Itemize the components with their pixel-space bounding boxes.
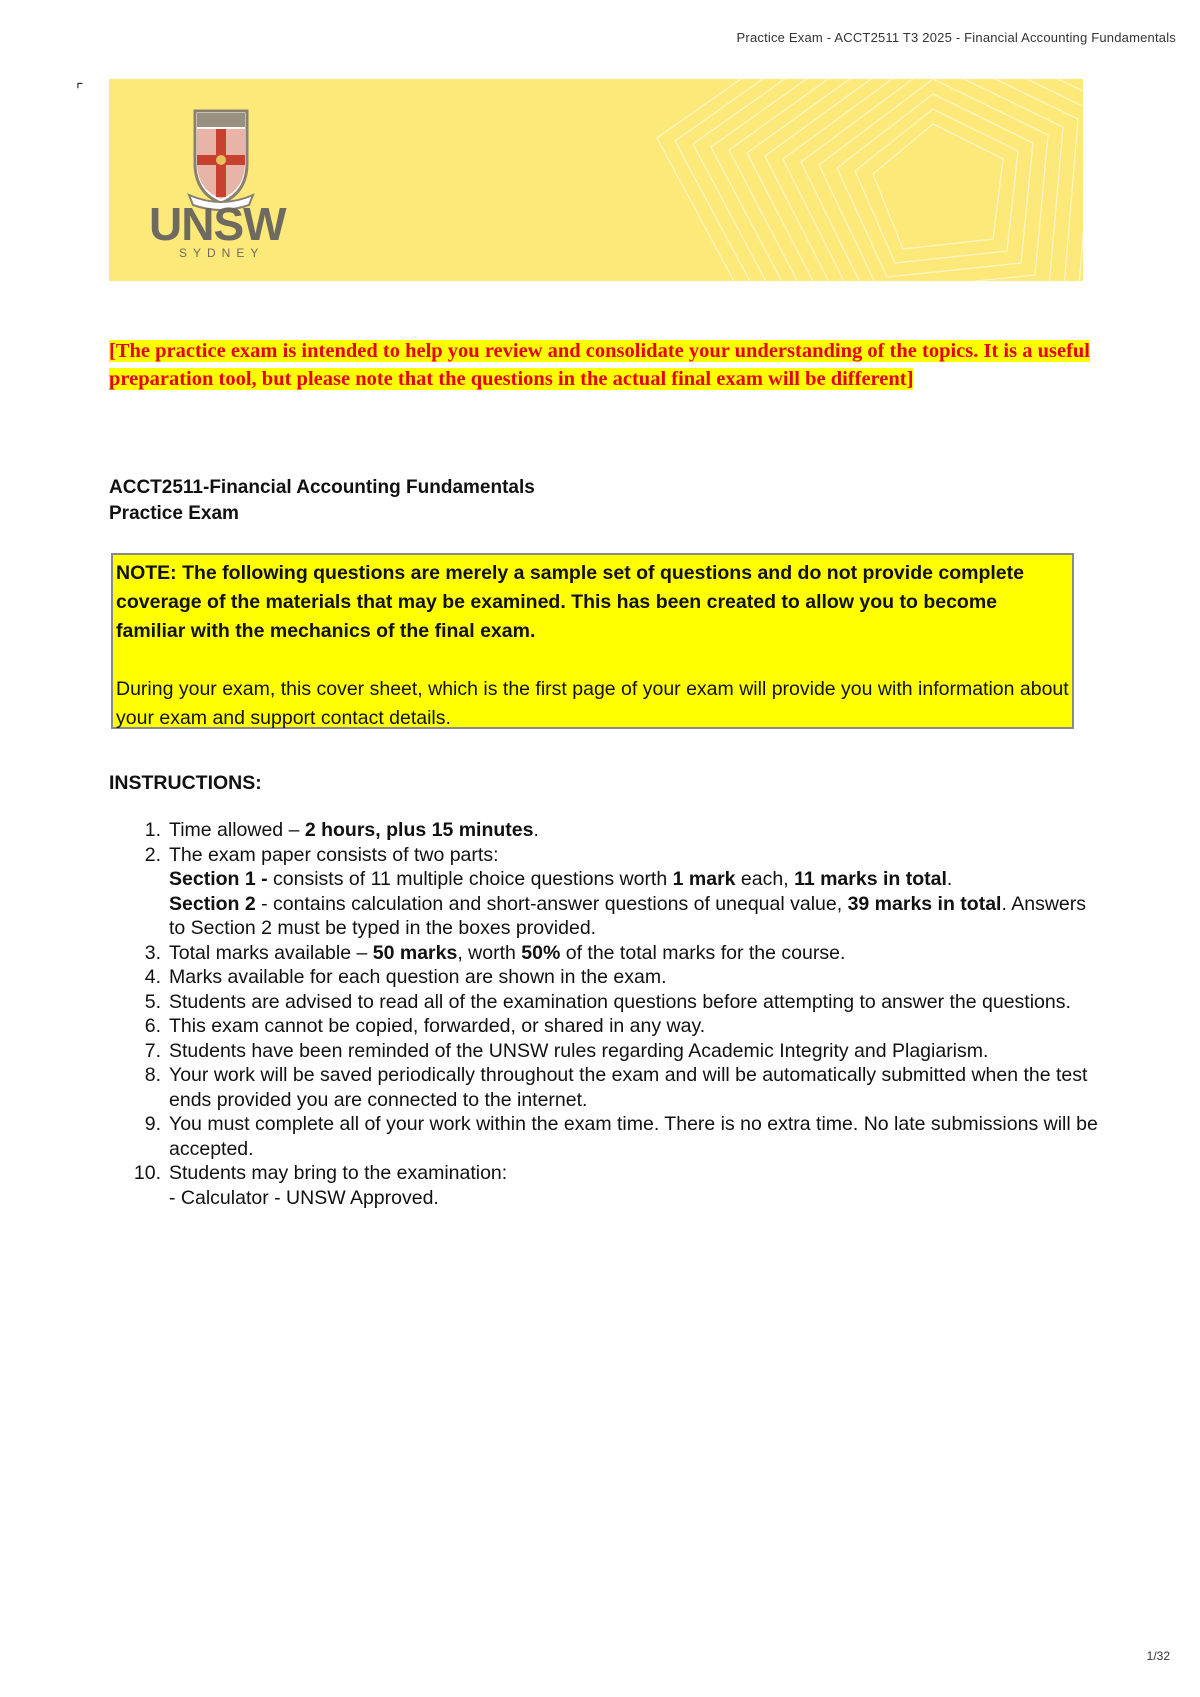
- instructions-heading: INSTRUCTIONS:: [109, 772, 262, 794]
- instruction-item: 2. The exam paper consists of two parts: Section 1 - consists of 11 multiple choice questions worth 1 mark each, 11 marks in total. Section 2 - contains calculation and short-answer questions of unequal value, 39 marks in total. Answers to Section 2 must be typed in the boxes provided.: [109, 843, 1099, 941]
- instruction-item: 7. Students have been reminded of the UNSW rules regarding Academic Integrity and Plagiarism.: [144, 1039, 989, 1062]
- instructions-list: [109, 818, 1099, 1210]
- instruction-item: 6. This exam cannot be copied, forwarded, or shared in any way.: [144, 1015, 706, 1037]
- unsw-banner: [109, 79, 1083, 281]
- instruction-item: 5. Students are advised to read all of the examination questions before attempting to answer the questions.: [144, 990, 1071, 1013]
- note-box: [111, 553, 1074, 729]
- course-title-block: [109, 475, 535, 527]
- course-title: ACCT2511-Financial Accounting Fundamentals: [109, 477, 535, 498]
- unsw-wordmark: UNSW: [149, 198, 286, 250]
- running-header: Practice Exam - ACCT2511 T3 2025 - Financial Accounting Fundamentals: [736, 30, 1176, 45]
- practice-disclaimer: [The practice exam is intended to help you review and consolidate your understanding of the topics. It is a useful preparation tool, but please note that the questions in the actual final exam will be different]: [109, 340, 1091, 390]
- instruction-item: 1. Time allowed – 2 hours, plus 15 minutes.: [144, 819, 539, 841]
- geometric-pattern: [603, 79, 1083, 281]
- section-2-description: Section 2 - contains calculation and short-answer questions of unequal value, 39 marks in total. Answers to Section 2 must be typed in the boxes provided.: [169, 892, 1087, 939]
- instruction-item: 8. Your work will be saved periodically throughout the exam and will be automatically submitted when the test ends provided you are connected to the internet.: [144, 1064, 1088, 1111]
- instruction-item: 10. Students may bring to the examination: - Calculator - UNSW Approved.: [133, 1162, 508, 1209]
- section-1-description: Section 1 - consists of 11 multiple choice questions worth 1 mark each, 11 marks in total.: [169, 868, 953, 890]
- note-bold-text: NOTE: The following questions are merely a sample set of questions and do not provide complete coverage of the materials that may be examined. This has been created to allow you to become familiar with the mechanics of the final exam.: [116, 562, 1024, 642]
- instruction-item: 9. You must complete all of your work within the exam time. There is no extra time. No late submissions will be accepted.: [144, 1113, 1098, 1160]
- instruction-item: 3. Total marks available – 50 marks, worth 50% of the total marks for the course.: [144, 941, 846, 964]
- note-plain-text: During your exam, this cover sheet, which is the first page of your exam will provide you with information about your exam and support contact details.: [116, 678, 1069, 729]
- unsw-sydney-label: SYDNEY: [179, 246, 265, 260]
- exam-subtitle: Practice Exam: [109, 503, 239, 524]
- corner-mark: ⌜: [76, 82, 84, 99]
- instruction-item: 4. Marks available for each question are shown in the exam.: [144, 966, 667, 988]
- page-number: 1/32: [1146, 1649, 1170, 1663]
